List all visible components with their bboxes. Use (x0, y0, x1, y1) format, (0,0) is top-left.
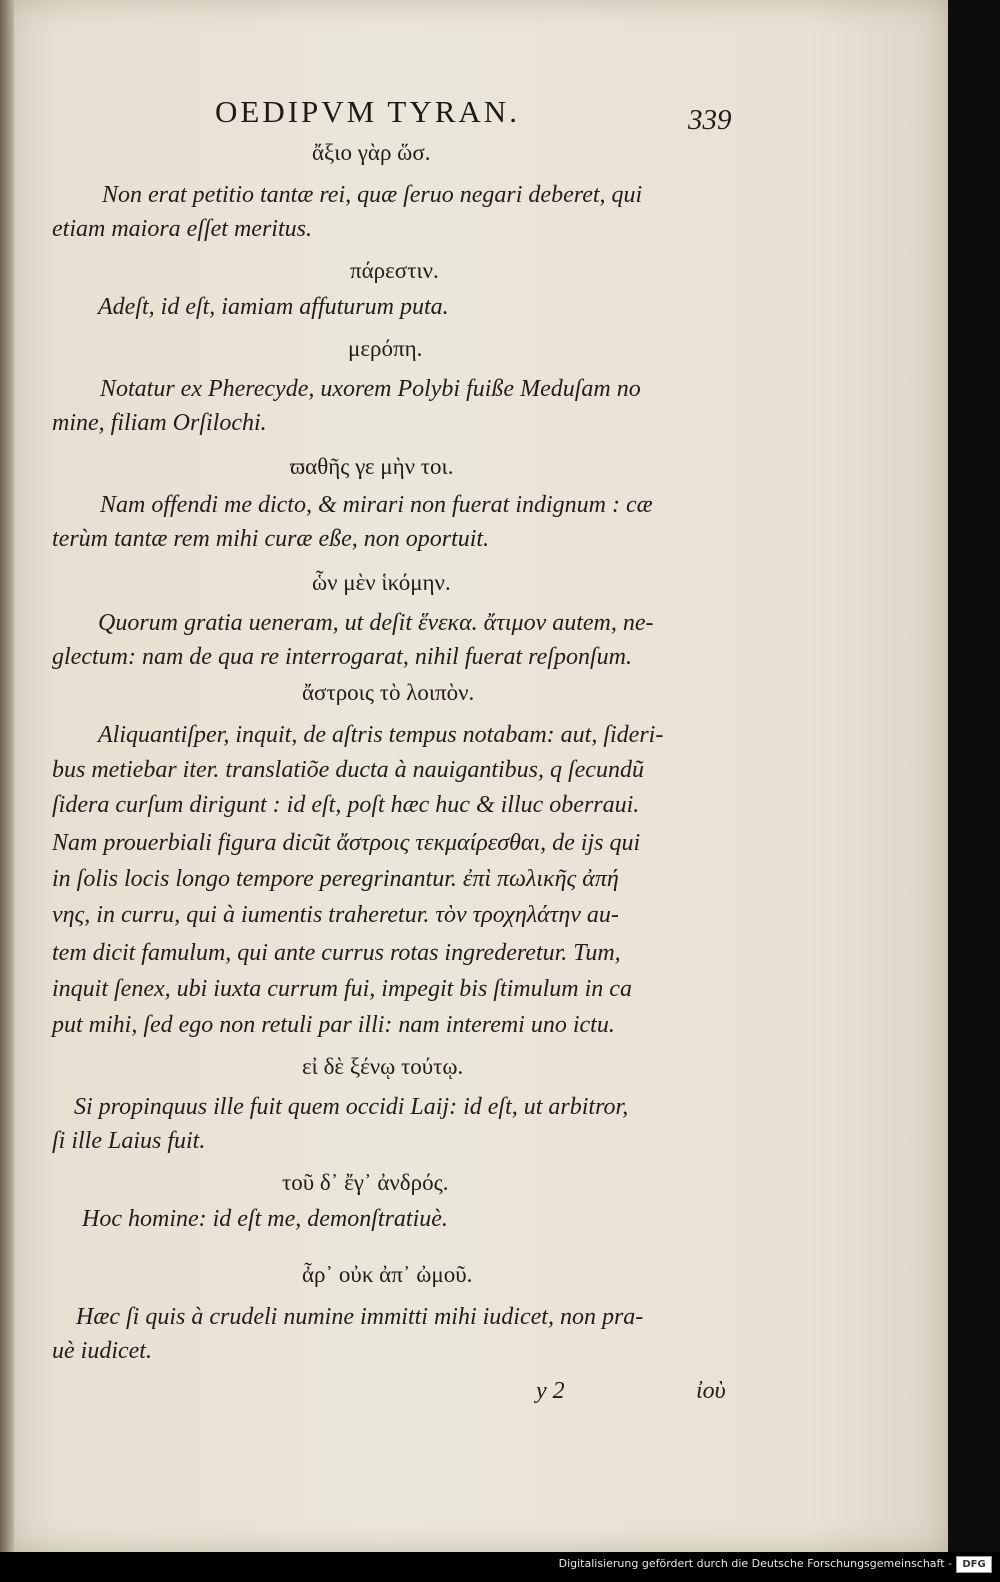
text-line: ſi ille Laius fuit. (52, 1128, 206, 1154)
text-line: uè iudicet. (52, 1338, 152, 1364)
binding-gutter (0, 0, 14, 1552)
text-line: Hoc homine: id eſt me, demonſtratiuè. (82, 1206, 448, 1232)
greek-lemma: πάρεστιν. (350, 258, 439, 283)
scan-credit-text: Digitalisierung gefördert durch die Deutsche Forschungsgemeinschaft - (558, 1557, 952, 1570)
dfg-logo: DFG (956, 1556, 992, 1573)
greek-lemma: ϖαθῆς γε μὴν τοι. (290, 454, 454, 479)
text-line: Non erat petitio tantæ rei, quæ ſeruo negari deberet, qui (102, 182, 643, 208)
greek-lemma: τοῦ δ᾽ ἔγ᾽ ἀνδρός. (282, 1170, 449, 1195)
running-title: OEDIPVM TYRAN. (215, 94, 520, 129)
text-line: ſidera curſum dirigunt : id eſt, poſt hæc huc & illuc oberraui. (52, 792, 640, 818)
text-line: Quorum gratia ueneram, ut deſit ἕνεκα. ἄτιμον autem, ne- (98, 610, 654, 636)
greek-lemma: ἄξιο γὰρ ὥσ. (312, 140, 431, 165)
greek-lemma: ἆρ᾽ οὐκ ἀπ᾽ ὠμοῦ. (302, 1262, 473, 1287)
text-line: tem dicit famulum, qui ante currus rotas ingrederetur. Tum, (52, 940, 621, 966)
text-line: terùm tantæ rem mihi curæ eße, non oportuit. (52, 526, 490, 552)
text-line: put mihi, ſed ego non retuli par illi: nam interemi uno ictu. (52, 1012, 615, 1038)
text-line: glectum: nam de qua re interrogarat, nihil fuerat reſponſum. (52, 644, 632, 670)
text-line: Notatur ex Pherecyde, uxorem Polybi fuiße Meduſam no (100, 376, 641, 402)
text-line: Aliquantiſper, inquit, de aſtris tempus notabam: aut, ſideri- (98, 722, 664, 748)
text-line: bus metiebar iter. translatiõe ducta à nauigantibus, q ſecundũ (52, 757, 644, 783)
catchword: ἰοὺ (696, 1378, 726, 1404)
text-line: inquit ſenex, ubi iuxta currum fui, impegit bis ſtimulum in ca (52, 976, 632, 1002)
text-line: Hæc ſi quis à crudeli numine immitti mihi iudicet, non pra- (76, 1304, 644, 1330)
greek-lemma: ἄστροις τὸ λοιπὸν. (302, 680, 475, 705)
text-line: Adeſt, id eſt, iamiam affuturum puta. (98, 294, 449, 320)
text-line: Si propinquus ille fuit quem occidi Laij: id eſt, ut arbitror, (74, 1094, 629, 1120)
text-line: etiam maiora eſſet meritus. (52, 216, 312, 242)
page-number: 339 (688, 104, 732, 136)
signature-mark: y 2 (536, 1378, 565, 1404)
text-line: Nam prouerbiali figura dicũt ἄστροις τεκμαίρεσθαι, de ijs qui (52, 830, 641, 856)
text-line: mine, filiam Orſilochi. (52, 410, 267, 436)
greek-lemma: εἰ δὲ ξένῳ τούτῳ. (302, 1054, 464, 1079)
text-line: in ſolis locis longo tempore peregrinantur. ἐπὶ πωλικῆς ἀπή (52, 866, 619, 892)
greek-lemma: μερόπη. (348, 336, 423, 361)
text-line: Nam offendi me dicto, & mirari non fuerat indignum : cæ (100, 492, 653, 518)
text-line: νης, in curru, qui à iumentis traheretur. τὸν τροχηλάτην au- (52, 902, 619, 928)
greek-lemma: ὧν μὲν ἱκόμην. (312, 570, 451, 595)
